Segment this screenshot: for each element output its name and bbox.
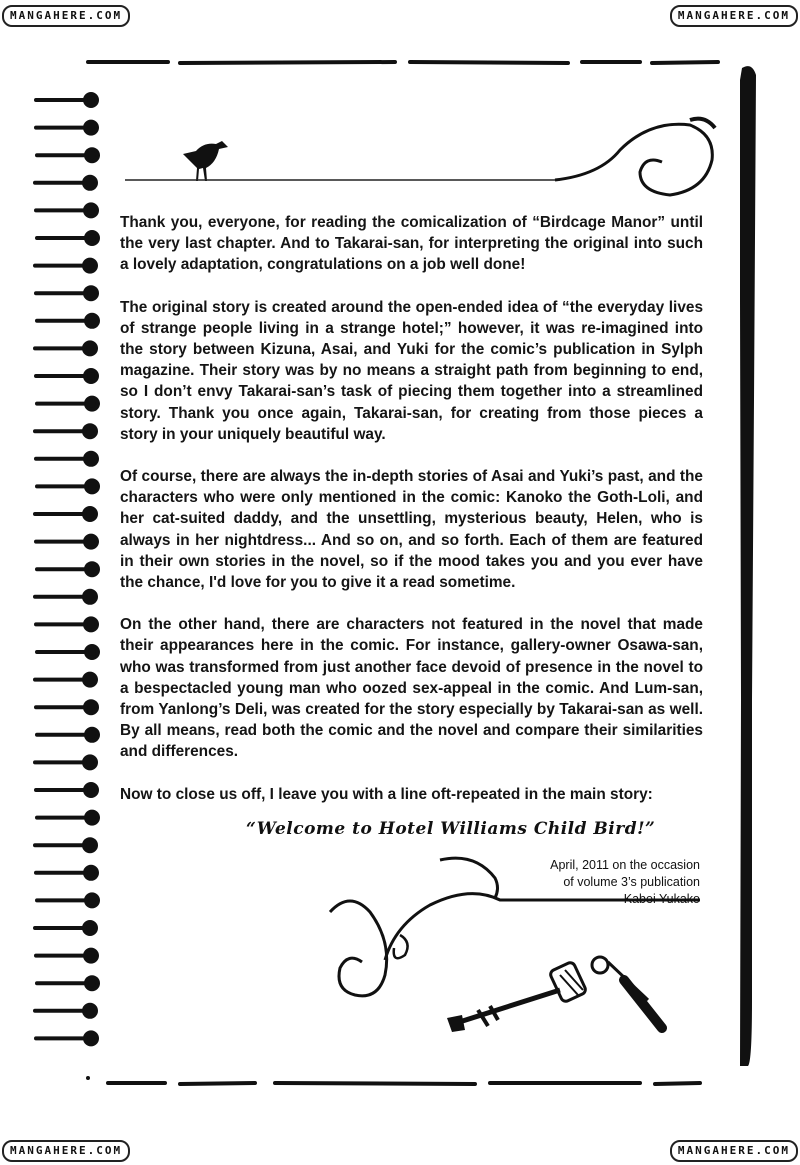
- watermark-bottom-right: MANGAHERE.COM: [670, 1140, 798, 1162]
- watermark-top-right: MANGAHERE.COM: [670, 5, 798, 27]
- paragraph-5: Now to close us off, I leave you with a line oft-repeated in the main story:: [120, 785, 653, 803]
- bottom-border: [108, 1083, 700, 1084]
- paragraph-3: Of course, there are always the in-depth stories of Asai and Yuki’s past, and the characters who were only mentioned in the comic: Kanoko the Goth-Loli, and her cat-suited daddy, and the unsettling, mysterious beauty, Helen, who is always in her nightdress... And so on, and so forth. Each of them are featured in their own stories in the novel, so if the mood takes you and you ever have the chance, I'd love for you to give it a read sometime.: [120, 468, 703, 592]
- watermark-top-left: MANGAHERE.COM: [2, 5, 130, 27]
- swirl-ornament-top: [555, 124, 712, 195]
- paragraph-1: Thank you, everyone, for reading the comicalization of “Birdcage Manor” until the very last chapter. And to Takarai-san, for interpreting the original into such a lovely adaptation, congratulations on a job well done!: [120, 214, 703, 274]
- paragraph-2: The original story is created around the open-ended idea of “the everyday lives of strange people living in a strange hotel;” however, it was re-imagined into the story between Kizuna, Asai, and Yuki for the comic’s publication in Sylph magazine. Their story was by no means a straight path from beginning to end, so I don’t envy Takarai-san’s task of piecing them together into a streamlined story. Thank you once again, Takarai-san, for creating from those pieces a story in your uniquely beautiful way.: [120, 298, 703, 443]
- bird-icon: [183, 141, 228, 181]
- watermark-bottom-left: MANGAHERE.COM: [2, 1140, 130, 1162]
- closing-quote: “Welcome to Hotel Williams Child Bird!”: [246, 819, 656, 839]
- spiral-binding: [35, 94, 98, 1044]
- signature-block: [550, 857, 700, 908]
- closing-line-occasion: of volume 3’s publication: [563, 875, 700, 889]
- top-border: [88, 62, 718, 63]
- afterword-letter: [120, 212, 703, 826]
- paragraph-4: On the other hand, there are characters not featured in the novel that made their appearances here in the comic. For instance, gallery-owner Osawa-san, who was transformed from just another face devoid of presence in the novel to a bespectacled young man who oozed sex-appeal in the comic. And Lum-san, from Yanlong’s Deli, was created for the story especially by Takarai-san as well. By all means, read both the comic and the novel and compare their similarities and differences.: [120, 616, 703, 761]
- closing-line-date: April, 2011 on the occasion: [550, 858, 700, 872]
- swirl-ornament-bottom: [330, 894, 700, 996]
- author-name: Kabei Yukako: [623, 892, 700, 906]
- key-icon: [447, 957, 662, 1032]
- right-border: [740, 66, 756, 1066]
